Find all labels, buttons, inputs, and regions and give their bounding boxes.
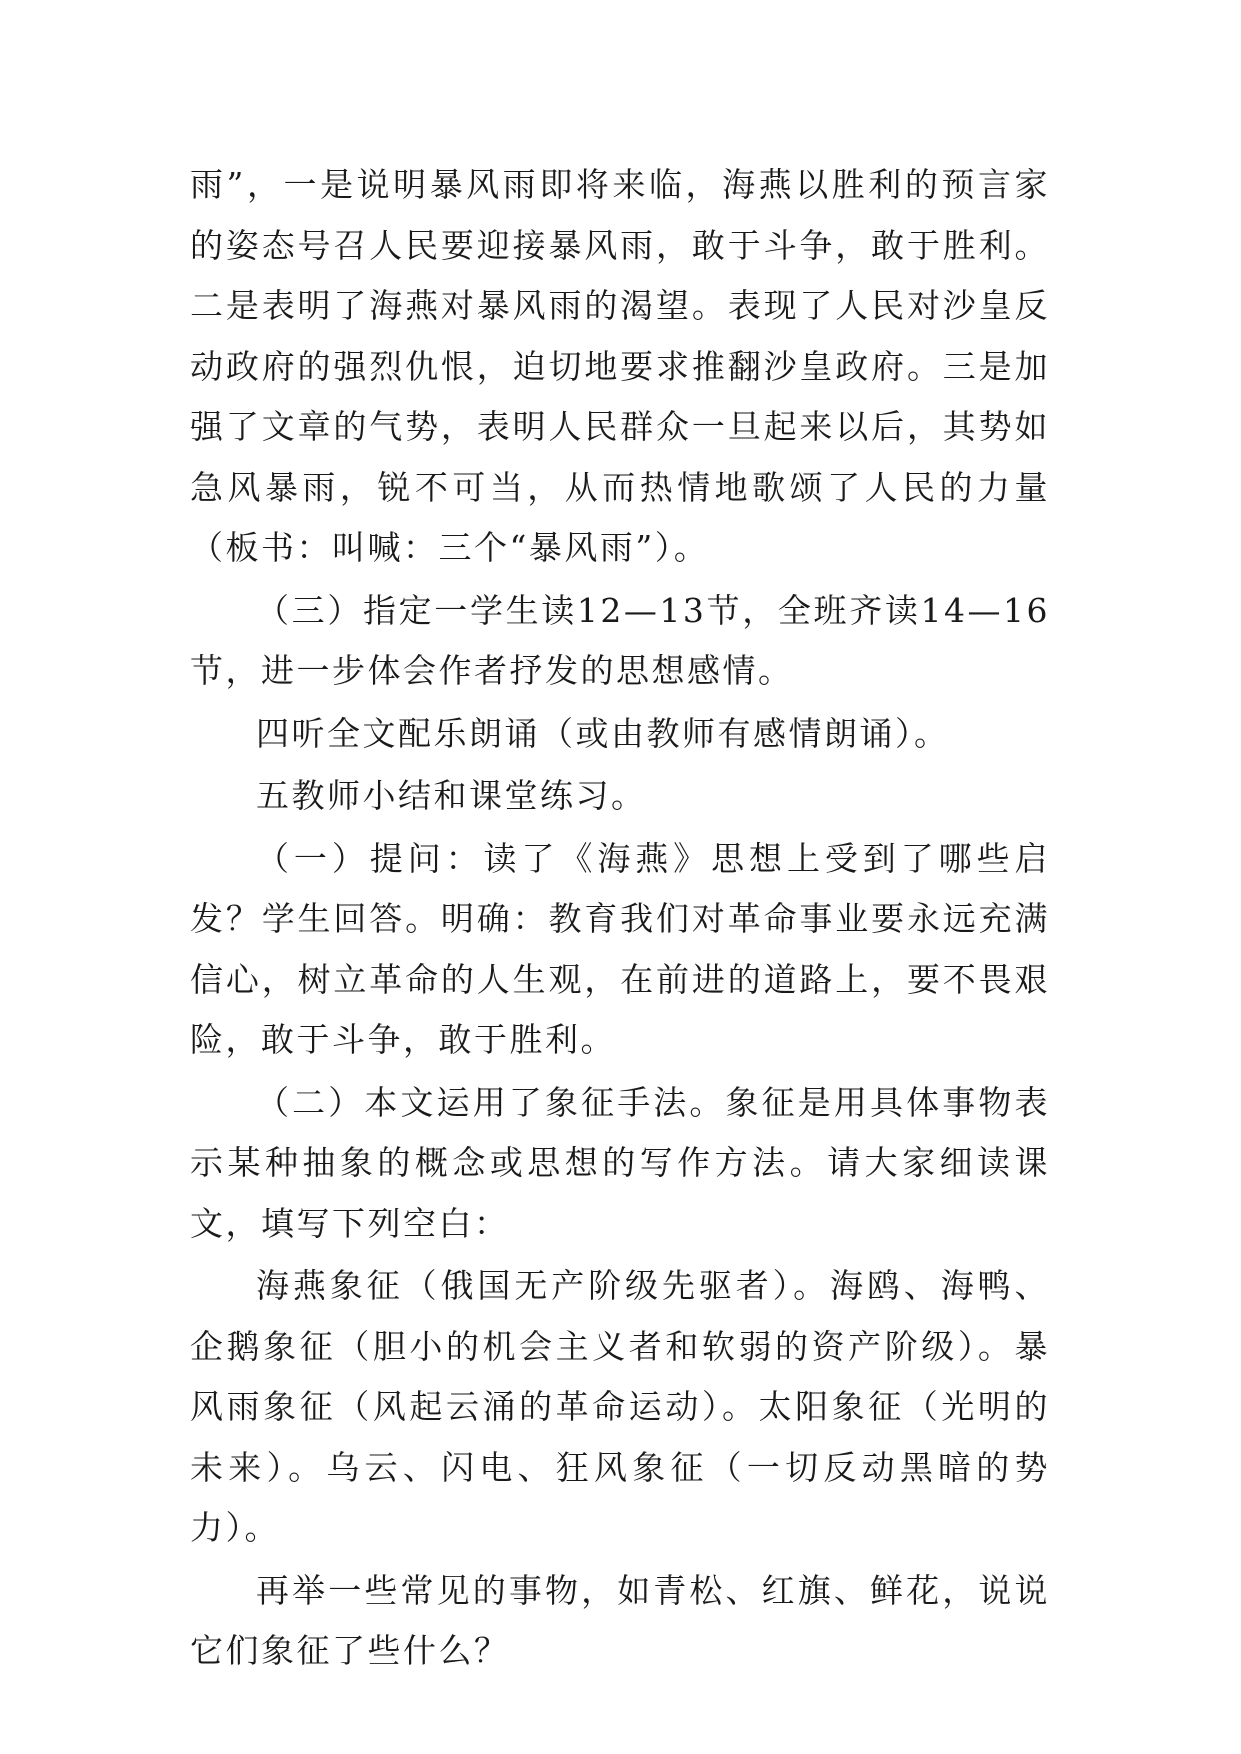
paragraph-reading-instruction: （三）指定一学生读12—13节，全班齐读14—16节，进一步体会作者抒发的思想感情。 [190,590,1050,690]
document-page [190,155,1050,1682]
paragraph-question-one: （一）提问：读了《海燕》思想上受到了哪些启发？学生回答。明确：教育我们对革命事业要永远充满信心，树立革命的人生观，在前进的道路上，要不畏艰险，敢于斗争，敢于胜利。 [190,838,1050,1059]
paragraph-further-exercise: 再举一些常见的事物，如青松、红旗、鲜花，说说它们象征了些什么？ [190,1570,1050,1670]
paragraph-symbolism-answers: 海燕象征（俄国无产阶级先驱者）。海鸥、海鸭、企鹅象征（胆小的机会主义者和软弱的资产阶级）。暴风雨象征（风起云涌的革命运动）。太阳象征（光明的未来）。乌云、闪电、狂风象征（一切反动黑暗的势力）。 [190,1266,1050,1547]
paragraph-step-four: 四听全文配乐朗诵（或由教师有感情朗诵）。 [256,713,950,753]
paragraph-continuation: 雨”，一是说明暴风雨即将来临，海燕以胜利的预言家的姿态号召人民要迎接暴风雨，敢于斗争，敢于胜利。二是表明了海燕对暴风雨的渴望。表现了人民对沙皇反动政府的强烈仇恨，迫切地要求推翻沙皇政府。三是加强了文章的气势，表明人民群众一旦起来以后，其势如急风暴雨，锐不可当，从而热情地歌颂了人民的力量（板书：叫喊：三个“暴风雨”）。 [190,165,1050,567]
paragraph-step-five: 五教师小结和课堂练习。 [256,776,647,815]
paragraph-question-two: （二）本文运用了象征手法。象征是用具体事物表示某种抽象的概念或思想的写作方法。请大家细读课文，填写下列空白： [190,1082,1050,1243]
